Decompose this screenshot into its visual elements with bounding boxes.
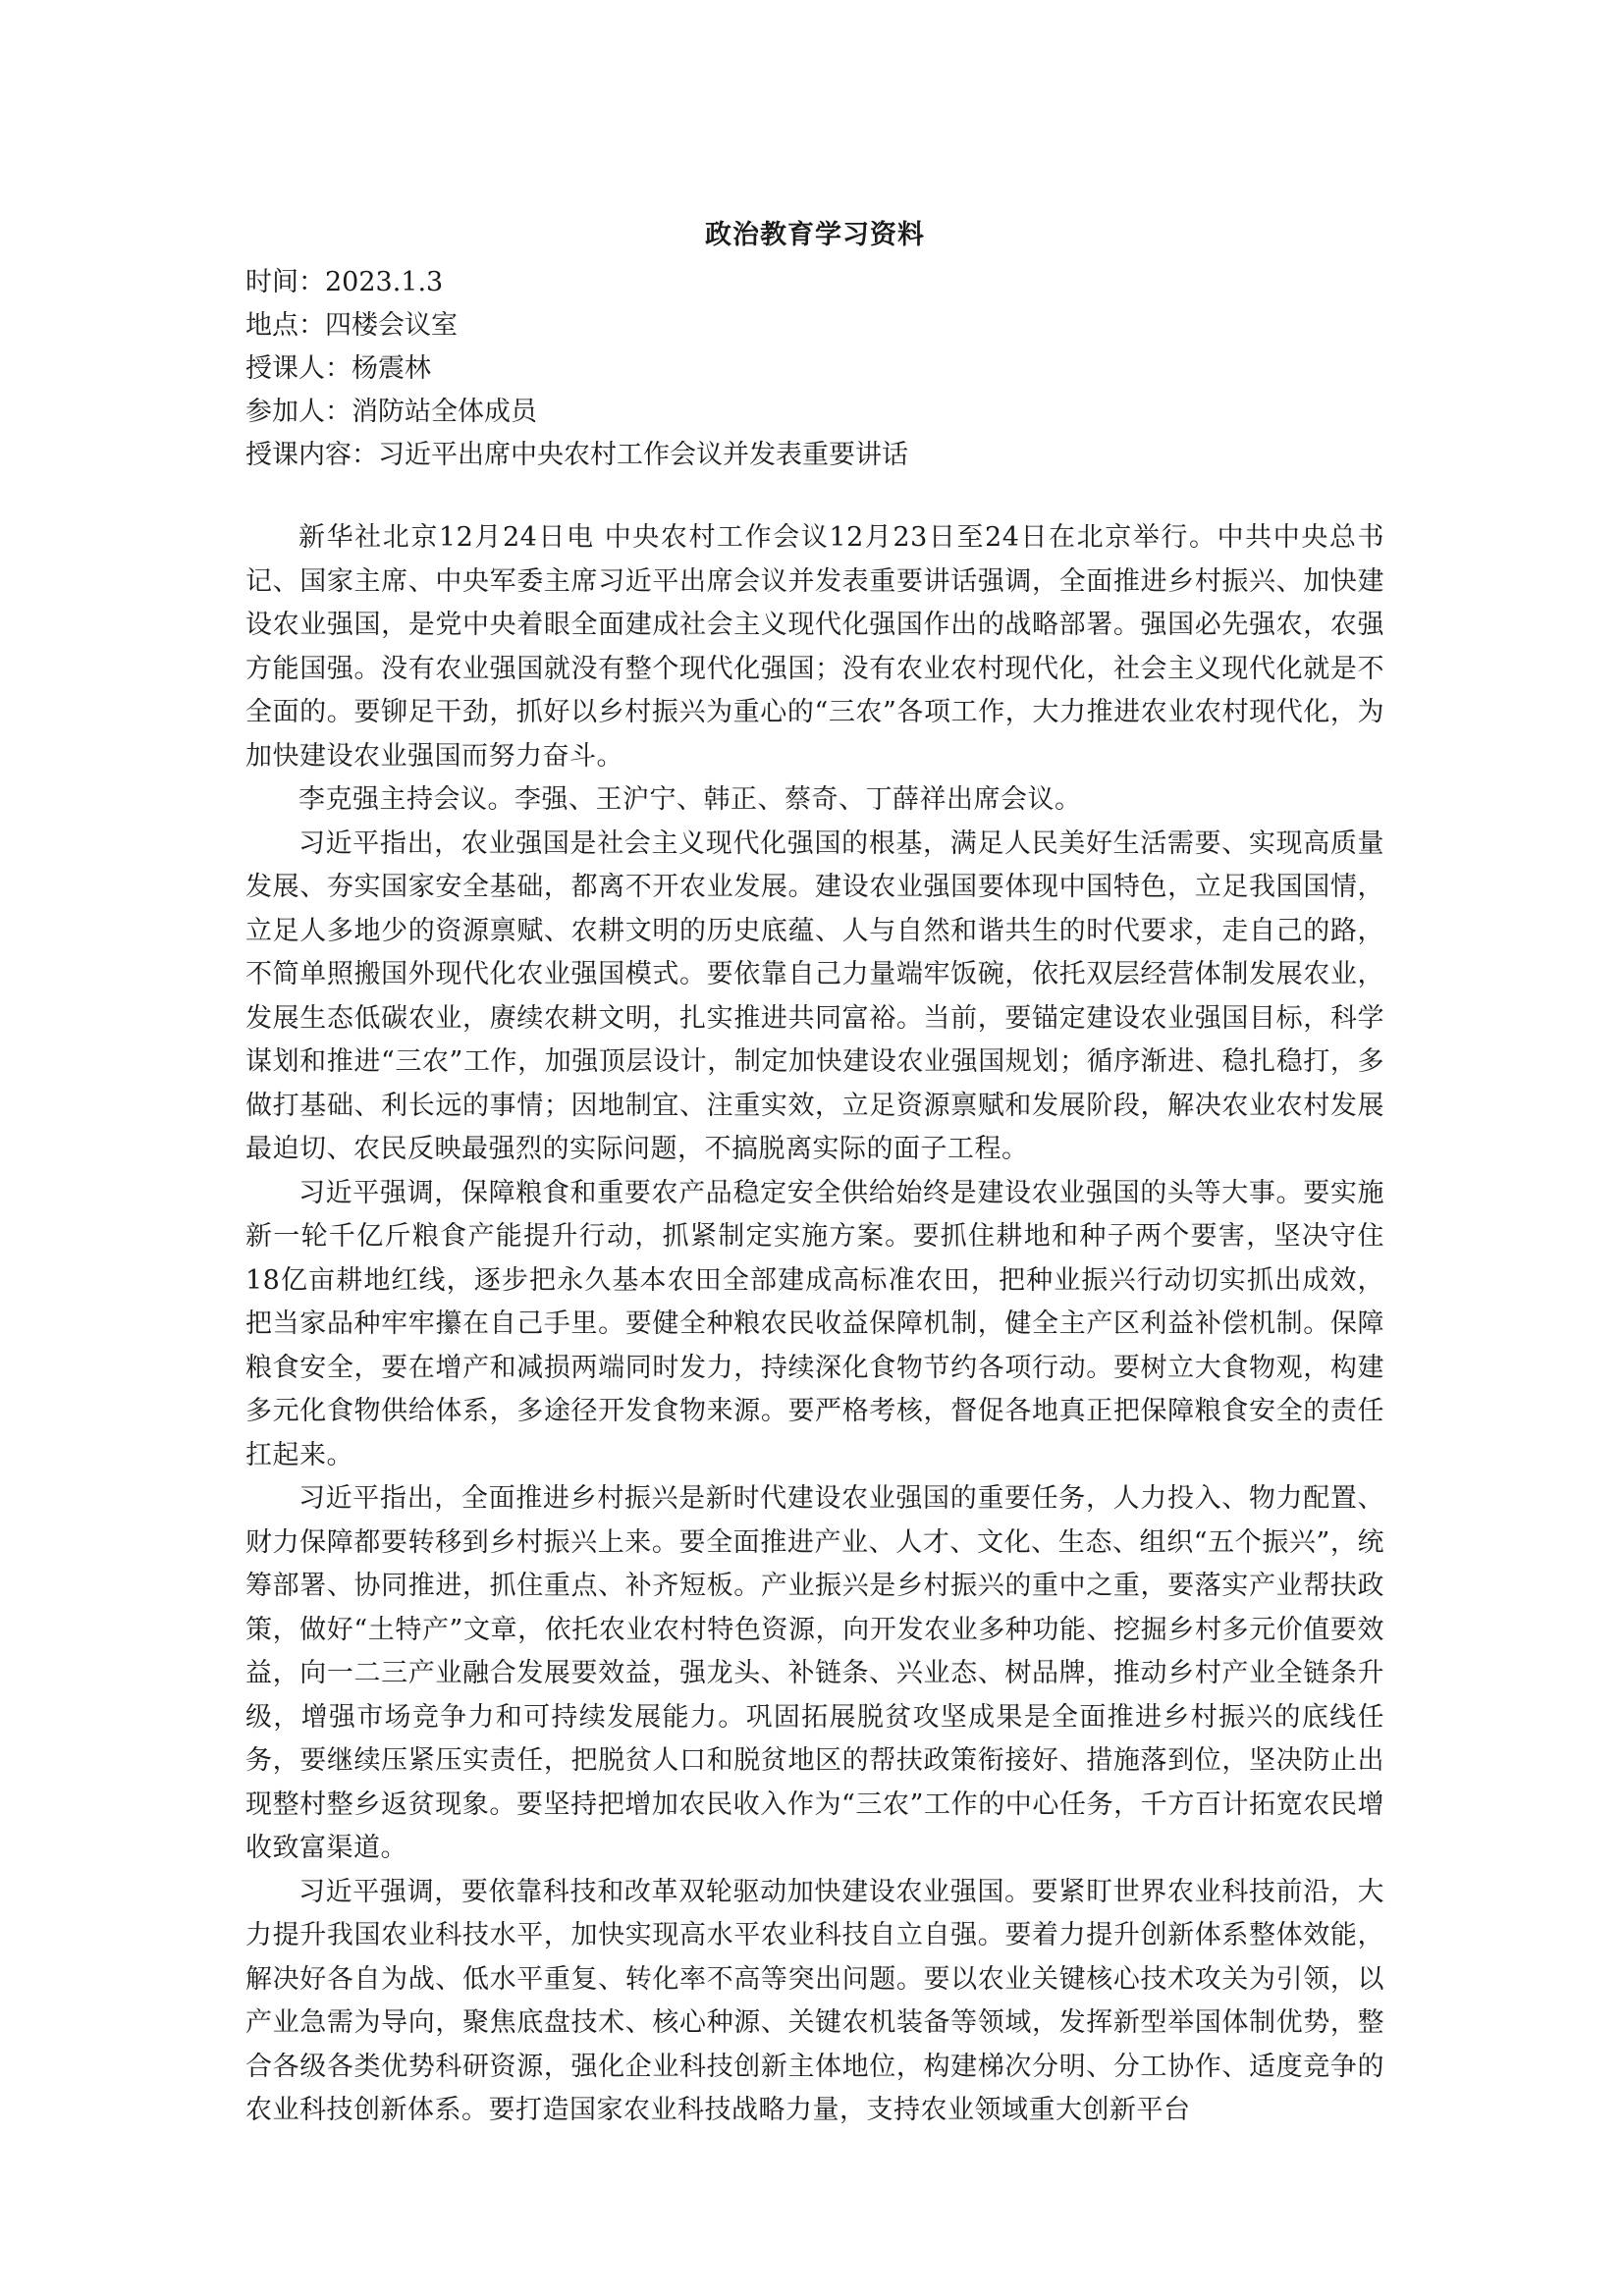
article-paragraph: 习近平指出，全面推进乡村振兴是新时代建设农业强国的重要任务，人力投入、物力配置、财力保障都要转移到乡村振兴上来。要全面推进产业、人才、文化、生态、组织“五个振兴”，统筹部署、协同推进，抓住重点、补齐短板。产业振兴是乡村振兴的重中之重，要落实产业帮扶政策，做好“土特产”文章，依托农业农村特色资源，向开发农业多种功能、挖掘乡村多元价值要效益，向一二三产业融合发展要效益，强龙头、补链条、兴业态、树品牌，推动乡村产业全链条升级，增强市场竞争力和可持续发展能力。巩固拓展脱贫攻坚成果是全面推进乡村振兴的底线任务，要继续压紧压实责任，把脱贫人口和脱贫地区的帮扶政策衔接好、措施落到位，坚决防止出现整村整乡返贫现象。要坚持把增加农民收入作为“三农”工作的中心任务，千方百计拓宽农民增收致富渠道。 [245, 1483, 1384, 1863]
article-paragraph: 习近平指出，农业强国是社会主义现代化强国的根基，满足人民美好生活需要、实现高质量发展、夯实国家安全基础，都离不开农业发展。建设农业强国要体现中国特色，立足我国国情，立足人多地少的资源禀赋、农耕文明的历史底蕴、人与自然和谐共生的时代要求，走自己的路，不简单照搬国外现代化农业强国模式。要依靠自己力量端牢饭碗，依托双层经营体制发展农业，发展生态低碳农业，赓续农耕文明，扎实推进共同富裕。当前，要锚定建设农业强国目标，科学谋划和推进“三农”工作，加强顶层设计，制定加快建设农业强国规划；循序渐进、稳扎稳打，多做打基础、利长远的事情；因地制宜、注重实效，立足资源禀赋和发展阶段，解决农业农村发展最迫切、农民反映最强烈的实际问题，不搞脱离实际的面子工程。 [245, 828, 1384, 1164]
meta-block [245, 261, 1384, 477]
meta-label: 参加人： [245, 397, 352, 427]
meta-value: 习近平出席中央农村工作会议并发表重要讲话 [378, 440, 908, 470]
meta-instructor [245, 347, 1384, 391]
meta-time [245, 261, 1384, 304]
article-paragraph: 李克强主持会议。李强、王沪宁、韩正、蔡奇、丁薛祥出席会议。 [298, 784, 1082, 815]
meta-label: 授课内容： [245, 440, 378, 470]
meta-value: 杨震林 [352, 353, 431, 384]
page-title: 政治教育学习资料 [705, 220, 925, 250]
article-paragraph: 习近平强调，保障粮食和重要农产品稳定安全供给始终是建设农业强国的头等大事。要实施新一轮千亿斤粮食产能提升行动，抓紧制定实施方案。要抓住耕地和种子两个要害，坚决守住18亿亩耕地红线，逐步把永久基本农田全部建成高标准农田，把种业振兴行动切实抓出成效，把当家品种牢牢攥在自己手里。要健全种粮农民收益保障机制，健全主产区利益补偿机制。保障粮食安全，要在增产和减损两端同时发力，持续深化食物节约各项行动。要树立大食物观，构建多元化食物供给体系，多途径开发食物来源。要严格考核，督促各地真正把保障粮食安全的责任扛起来。 [245, 1177, 1384, 1470]
meta-label: 授课人： [245, 353, 352, 384]
meta-value: 四楼会议室 [325, 310, 458, 341]
article-paragraph: 新华社北京12月24日电 中央农村工作会议12月23日至24日在北京举行。中共中央总书记、国家主席、中央军委主席习近平出席会议并发表重要讲话强调，全面推进乡村振兴、加快建设农业强国，是党中央着眼全面建成社会主义现代化强国作出的战略部署。强国必先强农，农强方能国强。没有农业强国就没有整个现代化强国；没有农业农村现代化，社会主义现代化就是不全面的。要铆足干劲，抓好以乡村振兴为重心的“三农”各项工作，大力推进农业农村现代化，为加快建设农业强国而努力奋斗。 [245, 522, 1384, 772]
meta-value: 2023.1.3 [325, 267, 444, 297]
meta-value: 消防站全体成员 [352, 397, 537, 427]
meta-label: 地点： [245, 310, 325, 341]
meta-location [245, 304, 1384, 347]
article-paragraph: 习近平强调，要依靠科技和改革双轮驱动加快建设农业强国。要紧盯世界农业科技前沿，大力提升我国农业科技水平，加快实现高水平农业科技自立自强。要着力提升创新体系整体效能，解决好各自为战、低水平重复、转化率不高等突出问题。要以农业关键核心技术攻关为引领，以产业急需为导向，聚焦底盘技术、核心种源、关键农机装备等领域，发挥新型举国体制优势，整合各级各类优势科研资源，强化企业科技创新主体地位，构建梯次分明、分工协作、适度竞争的农业科技创新体系。要打造国家农业科技战略力量，支持农业领域重大创新平台 [245, 1876, 1384, 2125]
document-page [245, 214, 1384, 2133]
meta-participants [245, 391, 1384, 434]
meta-content [245, 434, 1384, 477]
article-body [245, 516, 1384, 2133]
meta-label: 时间： [245, 267, 325, 297]
